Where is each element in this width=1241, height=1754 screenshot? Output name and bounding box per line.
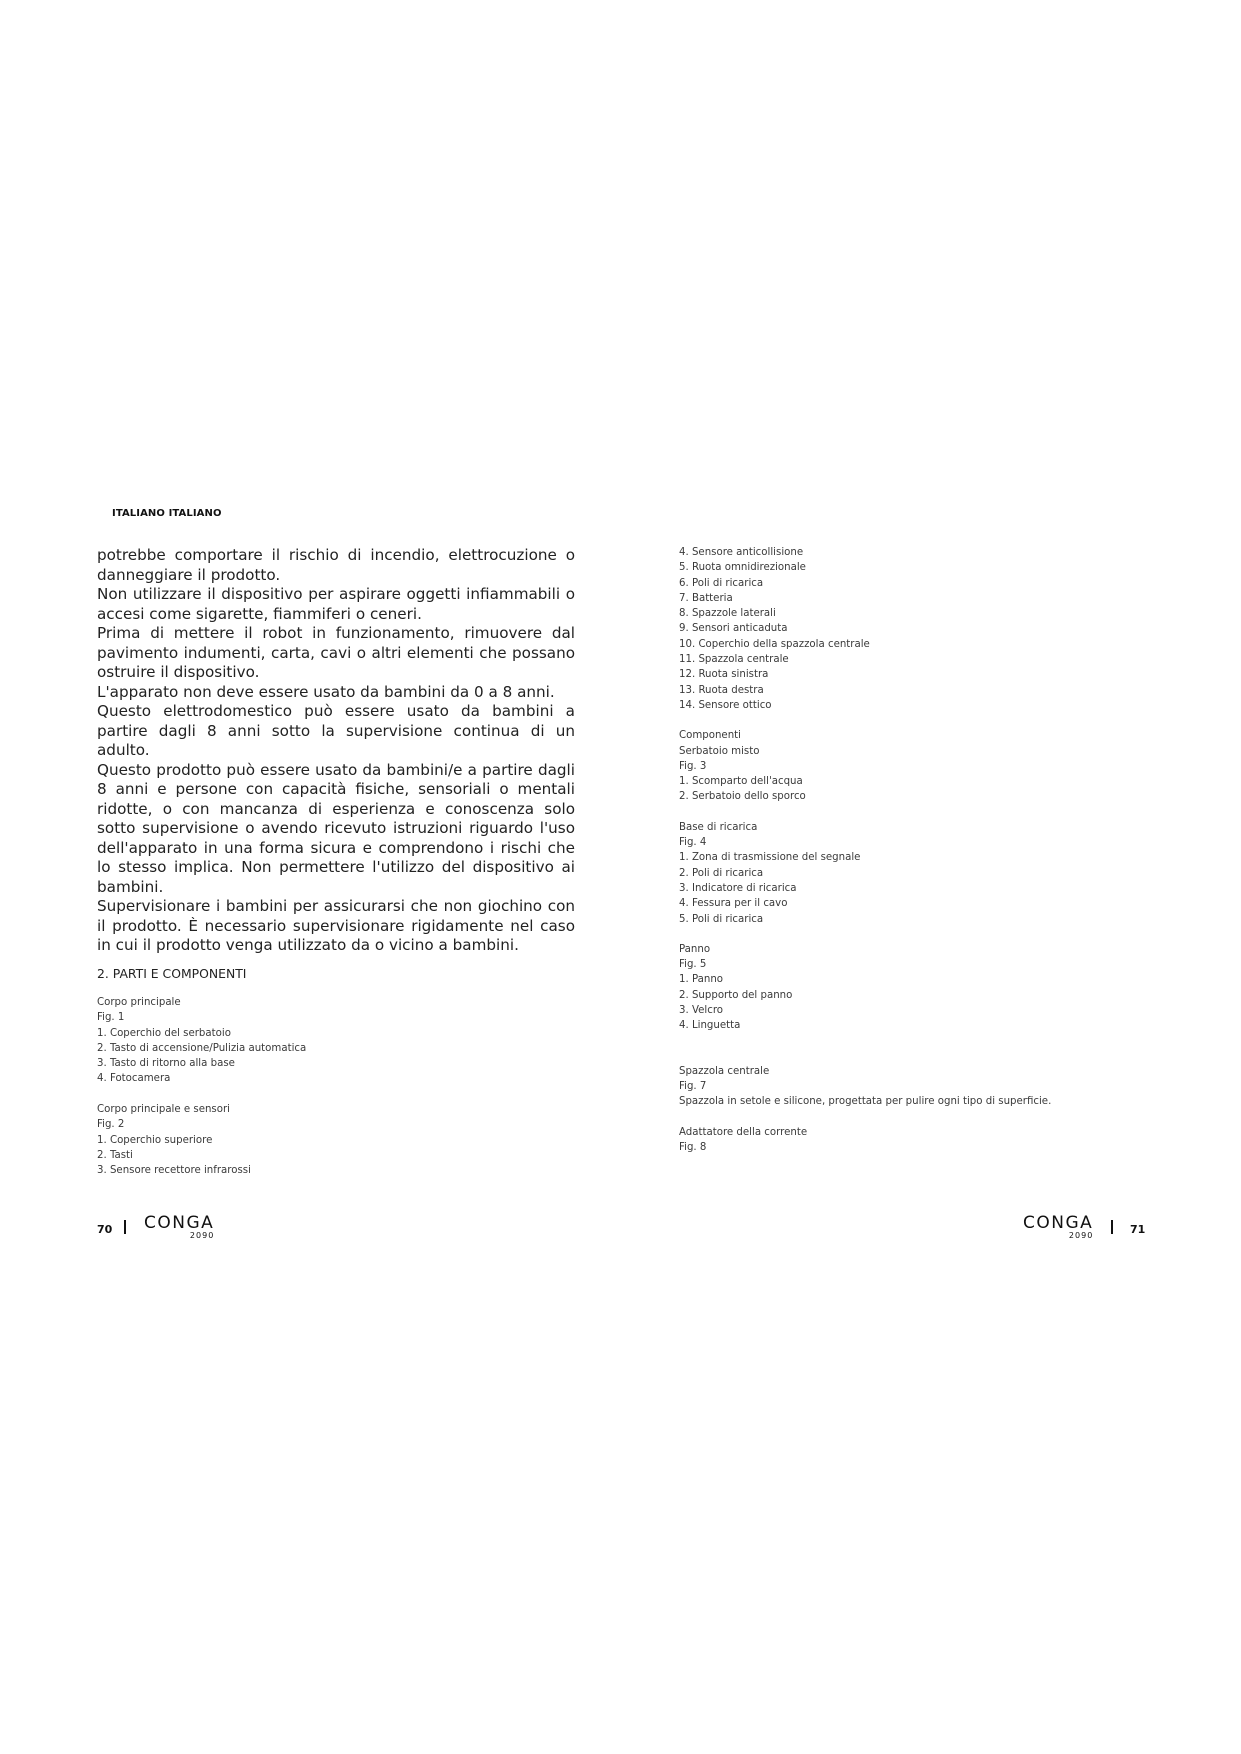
figure-label: Fig. 3 bbox=[679, 760, 707, 772]
list-item: 5. Poli di ricarica bbox=[679, 913, 764, 925]
figure-label: Fig. 5 bbox=[679, 959, 707, 971]
list-item: 2. Supporto del panno bbox=[679, 989, 793, 1001]
list-item: 4. Fessura per il cavo bbox=[679, 898, 788, 910]
list-item: 2. Tasti bbox=[97, 1149, 133, 1161]
group-title: Componenti bbox=[679, 730, 741, 742]
body-paragraph: Questo elettrodomestico può essere usato da bambini a partire dagli 8 anni sotto la supervisione continua di un adulto. bbox=[97, 702, 575, 759]
component-list-continued bbox=[679, 545, 1139, 713]
list-item: 8. Spazzole laterali bbox=[679, 608, 776, 620]
list-item: 2. Tasto di accensione/Pulizia automatica bbox=[97, 1042, 307, 1054]
list-item: 6. Poli di ricarica bbox=[679, 577, 764, 589]
left-body-text bbox=[97, 546, 575, 956]
list-item: 2. Poli di ricarica bbox=[679, 867, 764, 879]
page-number-left: 70 bbox=[97, 1223, 113, 1236]
list-item: 3. Velcro bbox=[679, 1005, 724, 1017]
component-list bbox=[97, 1026, 517, 1087]
list-item: 9. Sensori anticaduta bbox=[679, 623, 788, 635]
list-item: 1. Coperchio del serbatoio bbox=[97, 1027, 231, 1039]
component-list bbox=[679, 774, 1139, 805]
logo-model: 2090 bbox=[1068, 1231, 1094, 1240]
footer-separator bbox=[1111, 1220, 1113, 1234]
component-group-body-sensors bbox=[97, 1102, 517, 1178]
list-item: 7. Batteria bbox=[679, 592, 733, 604]
component-group-main-body bbox=[97, 995, 517, 1087]
component-list bbox=[97, 1133, 517, 1179]
group-title: Adattatore della corrente bbox=[679, 1126, 808, 1138]
figure-label: Fig. 7 bbox=[679, 1080, 707, 1092]
body-paragraph: Questo prodotto può essere usato da bambini/e a partire dagli 8 anni e persone con capacità fisiche, sensoriali o mentali ridotte, o con mancanza di esperienza e conoscenza solo sotto supervisione o avendo ricevuto istruzioni riguardo l'uso dell'apparato in una forma sicura e comprendono i rischi che lo stesso implica. Non permettere l'utilizzo del dispositivo ai bambini. bbox=[97, 760, 575, 896]
figure-label: Fig. 2 bbox=[97, 1119, 125, 1131]
group-title: Spazzola centrale bbox=[679, 1065, 770, 1077]
list-item: 1. Scomparto dell'acqua bbox=[679, 776, 803, 788]
body-paragraph: Supervisionare i bambini per assicurarsi che non giochino con il prodotto. È necessario supervisionare rigidamente nel caso in cui il prodotto venga utilizzato da o vicino a bambini. bbox=[97, 897, 575, 954]
list-item: 4. Sensore anticollisione bbox=[679, 547, 804, 558]
list-item: 4. Linguetta bbox=[679, 1020, 741, 1032]
page-number-right: 71 bbox=[1130, 1223, 1146, 1236]
list-item: 4. Fotocamera bbox=[97, 1073, 171, 1085]
list-item: 3. Indicatore di ricarica bbox=[679, 882, 797, 894]
right-column bbox=[679, 545, 1139, 1155]
list-item: 12. Ruota sinistra bbox=[679, 669, 769, 681]
body-paragraph: Non utilizzare il dispositivo per aspirare oggetti infiammabili o accesi come sigarette, fiammiferi o ceneri. bbox=[97, 585, 575, 623]
body-paragraph: Prima di mettere il robot in funzionamento, rimuovere dal pavimento indumenti, carta, cavi o altri elementi che possano ostruire il dispositivo. bbox=[97, 624, 575, 681]
section-title: 2. PARTI E COMPONENTI bbox=[97, 966, 247, 981]
list-item: 3. Tasto di ritorno alla base bbox=[97, 1058, 235, 1070]
list-item: 11. Spazzola centrale bbox=[679, 654, 789, 666]
body-paragraph: L'apparato non deve essere usato da bambini da 0 a 8 anni. bbox=[97, 682, 555, 701]
list-item: 1. Zona di trasmissione del segnale bbox=[679, 852, 861, 864]
body-paragraph: potrebbe comportare il rischio di incendio, elettrocuzione o danneggiare il prodotto. bbox=[97, 546, 575, 584]
group-description: Spazzola in setole e silicone, progettata per pulire ogni tipo di superficie. bbox=[679, 1096, 1052, 1108]
page-header: ITALIANO ITALIANO bbox=[112, 508, 222, 519]
list-item: 1. Coperchio superiore bbox=[97, 1134, 213, 1146]
logo-brand: CONGA bbox=[1023, 1213, 1094, 1233]
logo-model: 2090 bbox=[189, 1231, 215, 1240]
component-list bbox=[679, 972, 1139, 1033]
list-item: 1. Panno bbox=[679, 974, 724, 986]
group-subtitle: Serbatoio misto bbox=[679, 745, 760, 757]
list-item: 14. Sensore ottico bbox=[679, 699, 772, 711]
footer-separator bbox=[124, 1220, 126, 1234]
brand-logo-right bbox=[1023, 1213, 1094, 1240]
group-title: Panno bbox=[679, 943, 711, 955]
group-title: Base di ricarica bbox=[679, 821, 758, 833]
list-item: 2. Serbatoio dello sporco bbox=[679, 791, 806, 803]
group-title: Corpo principale bbox=[97, 997, 181, 1008]
logo-brand: CONGA bbox=[144, 1213, 215, 1233]
figure-label: Fig. 1 bbox=[97, 1012, 125, 1024]
list-item: 10. Coperchio della spazzola centrale bbox=[679, 638, 870, 650]
list-item: 3. Sensore recettore infrarossi bbox=[97, 1165, 251, 1177]
list-item: 5. Ruota omnidirezionale bbox=[679, 562, 806, 574]
group-title: Corpo principale e sensori bbox=[97, 1104, 230, 1115]
figure-label: Fig. 8 bbox=[679, 1141, 707, 1153]
component-list bbox=[679, 850, 1139, 926]
list-item: 13. Ruota destra bbox=[679, 684, 764, 696]
figure-label: Fig. 4 bbox=[679, 837, 707, 849]
brand-logo-left bbox=[144, 1213, 215, 1240]
